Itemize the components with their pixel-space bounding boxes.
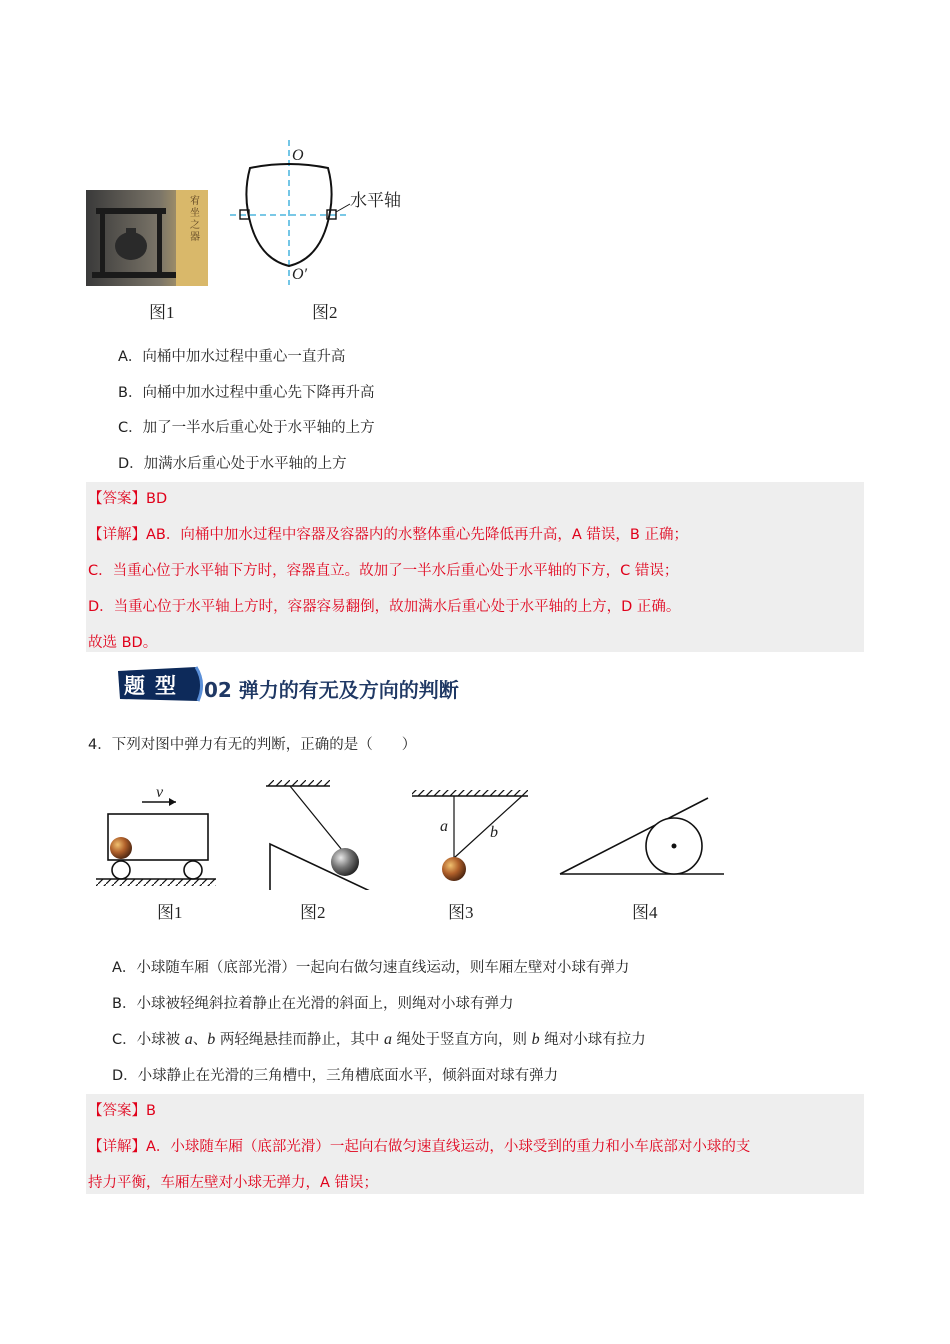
q4-option-c-a: a bbox=[184, 1031, 193, 1048]
q4-stem: 4．下列对图中弹力有无的判断，正确的是（ ） bbox=[88, 737, 417, 753]
section-title: 02 弹力的有无及方向的判断 bbox=[204, 678, 459, 702]
q3-detail-line-2: C．当重心位于水平轴下方时，容器直立。故加了一半水后重心处于水平轴的下方，C 错误； bbox=[88, 563, 679, 579]
q3-detail-line-4: 故选 BD。 bbox=[88, 635, 158, 651]
q4-answer-box bbox=[86, 1094, 864, 1194]
q4-option-c-b2: b bbox=[531, 1031, 540, 1048]
q4-option-d: D．小球静止在光滑的三角槽中，三角槽底面水平，倾斜面对球有弹力 bbox=[112, 1068, 559, 1084]
q4-label-b: b bbox=[490, 824, 498, 841]
photo-calligraphy: 宥坐之器 bbox=[190, 196, 200, 243]
section-badge-text: 题型 bbox=[124, 673, 186, 698]
label-O-prime: O′ bbox=[292, 266, 308, 283]
q3-option-d: D．加满水后重心处于水平轴的上方 bbox=[118, 456, 347, 472]
q4-option-c-a2: a bbox=[383, 1031, 392, 1048]
label-horizontal-axis: 水平轴 bbox=[350, 191, 401, 211]
q4-label-v: v bbox=[156, 784, 164, 801]
q3-answer-box bbox=[86, 482, 864, 652]
axis-pointer-line bbox=[336, 204, 350, 212]
q4-option-c-mid2: 两轻绳悬挂而静止，其中 bbox=[215, 1032, 384, 1048]
q4-fig3-caption: 图3 bbox=[448, 903, 474, 922]
q4-option-c-pre: C．小球被 bbox=[112, 1032, 185, 1048]
q4-option-c-post: 绳对小球有拉力 bbox=[539, 1032, 646, 1048]
q3-answer-line: 【答案】BD bbox=[88, 491, 168, 507]
q4-fig4-caption: 图4 bbox=[632, 903, 658, 922]
q4-fig3-two-ropes bbox=[412, 790, 528, 881]
q4-option-c-mid3: 绳处于竖直方向，则 bbox=[391, 1032, 532, 1048]
fig2-caption: 图2 bbox=[312, 303, 338, 322]
q4-option-c-b: b bbox=[207, 1031, 216, 1048]
q3-option-a: A．向桶中加水过程中重心一直升高 bbox=[118, 349, 346, 365]
figure-2-vessel-diagram bbox=[230, 140, 430, 290]
q4-detail-line-1: 【详解】A．小球随车厢（底部光滑）一起向右做匀速直线运动，小球受到的重力和小车底部对小球的支 bbox=[88, 1139, 751, 1155]
q4-label-a: a bbox=[440, 818, 448, 835]
fig1-caption: 图1 bbox=[149, 303, 175, 322]
q4-answer-line: 【答案】B bbox=[88, 1103, 156, 1119]
q3-detail-line-1: 【详解】AB．向桶中加水过程中容器及容器内的水整体重心先降低再升高，A 错误，B 正确； bbox=[88, 527, 688, 543]
q4-option-c bbox=[112, 1028, 646, 1049]
q4-option-a: A．小球随车厢（底部光滑）一起向右做匀速直线运动，则车厢左壁对小球有弹力 bbox=[112, 960, 630, 976]
q4-figures bbox=[90, 780, 730, 890]
q3-option-b: B．向桶中加水过程中重心先下降再升高 bbox=[118, 385, 375, 401]
q4-option-c-mid1: 、 bbox=[192, 1032, 208, 1048]
q3-option-c: C．加了一半水后重心处于水平轴的上方 bbox=[118, 420, 375, 436]
q4-fig1-caption: 图1 bbox=[157, 903, 183, 922]
q3-detail-line-3: D．当重心位于水平轴上方时，容器容易翻倒，故加满水后重心处于水平轴的上方，D 正确。 bbox=[88, 599, 681, 615]
q4-option-b: B．小球被轻绳斜拉着静止在光滑的斜面上，则绳对小球有弹力 bbox=[112, 996, 514, 1012]
q4-fig4-groove bbox=[560, 798, 724, 874]
figure-1-photo bbox=[86, 190, 208, 286]
q4-fig2-caption: 图2 bbox=[300, 903, 326, 922]
q4-fig1-cart bbox=[96, 798, 216, 886]
label-O: O bbox=[292, 147, 304, 164]
q4-detail-line-2: 持力平衡，车厢左壁对小球无弹力，A 错误； bbox=[88, 1175, 379, 1191]
q4-fig2-incline bbox=[266, 780, 372, 890]
